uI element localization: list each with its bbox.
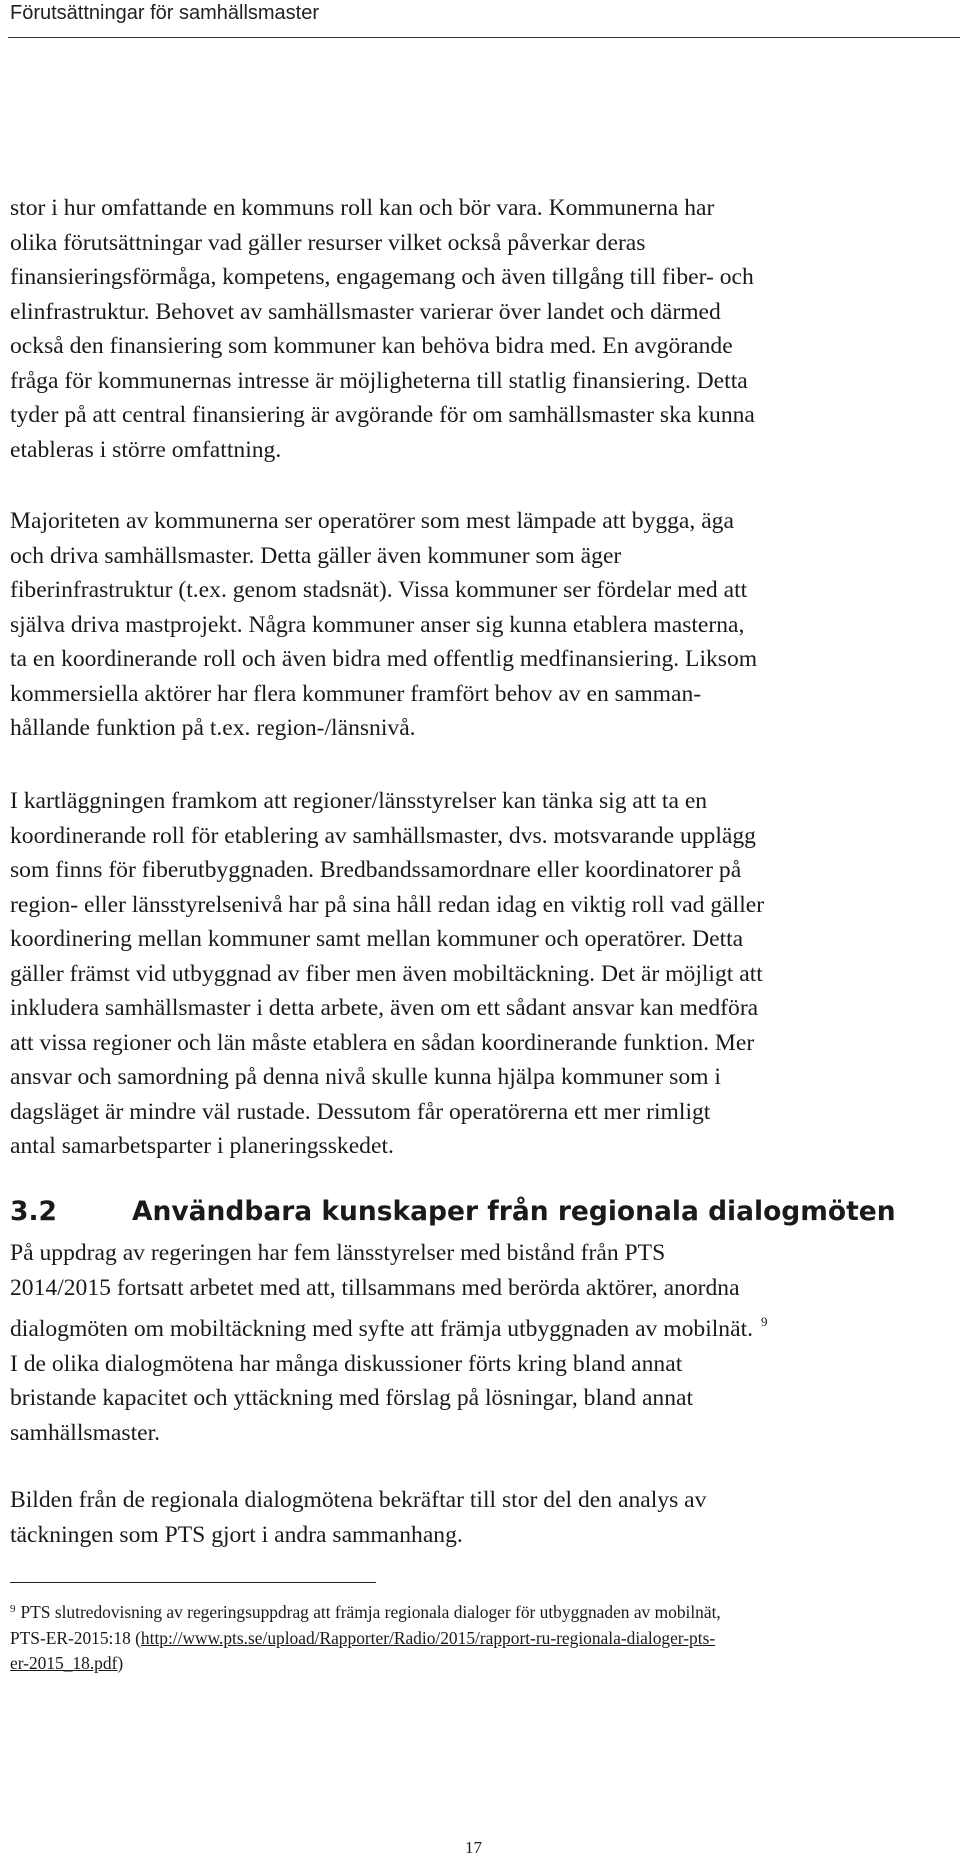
paragraph-line: koordinerande roll för etablering av samhällsmaster, dvs. motsvarande upplägg bbox=[10, 822, 756, 849]
paragraph-line: koordinering mellan kommuner samt mellan kommuner och operatörer. Detta bbox=[10, 926, 744, 952]
paragraph-1 bbox=[10, 191, 954, 467]
paragraph-3 bbox=[10, 784, 954, 1164]
paragraph-line: dagsläget är mindre väl rustade. Dessutom får operatörerna ett mer rimligt bbox=[10, 1098, 711, 1125]
paragraph-line: själva driva mastprojekt. Några kommuner anser sig kunna etablera masterna, bbox=[10, 611, 745, 638]
paragraph-line: Bilden från de regionala dialogmötena bekräftar till stor del den analys av bbox=[10, 1487, 707, 1513]
paragraph-line: täckningen som PTS gjort i andra sammanhang. bbox=[10, 1521, 463, 1548]
paragraph-line: antal samarbetsparter i planeringsskedet. bbox=[10, 1133, 394, 1159]
paragraph-line bbox=[10, 1305, 954, 1347]
footnote-line bbox=[10, 1597, 954, 1626]
footnote-line bbox=[10, 1626, 954, 1652]
paragraph-line: 2014/2015 fortsatt arbetet med att, tillsammans med berörda aktörer, anordna bbox=[10, 1274, 740, 1301]
paragraph-2 bbox=[10, 504, 954, 746]
footnote-line bbox=[10, 1651, 954, 1677]
paragraph-line: ta en koordinerande roll och även bidra med offentlig medfinansiering. Liksom bbox=[10, 646, 758, 672]
paragraph-line: Majoriteten av kommunerna ser operatörer som mest lämpade att bygga, äga bbox=[10, 508, 734, 534]
section-title: Användbara kunskaper från regionala dialogmöten bbox=[132, 1196, 896, 1227]
paragraph-line: etableras i större omfattning. bbox=[10, 436, 282, 463]
header-rule bbox=[8, 37, 960, 38]
paragraph-line: inkludera samhällsmaster i detta arbete, även om ett sådant ansvar kan medföra bbox=[10, 995, 759, 1021]
paragraph-line: också den finansiering som kommuner kan behöva bidra med. En avgörande bbox=[10, 333, 733, 359]
footnote-reference[interactable]: 9 bbox=[761, 1314, 768, 1329]
paragraph-line: stor i hur omfattande en kommuns roll kan och bör vara. Kommunerna har bbox=[10, 195, 715, 221]
paragraph-line: samhällsmaster. bbox=[10, 1419, 161, 1446]
footnote-mark: 9 bbox=[10, 1603, 16, 1615]
paragraph-line: I kartläggningen framkom att regioner/länsstyrelser kan tänka sig att ta en bbox=[10, 788, 708, 814]
paragraph-line: region- eller länsstyrelsenivå har på sina håll redan idag en viktig roll vad gäller bbox=[10, 891, 765, 918]
paragraph-line: ansvar och samordning på denna nivå skulle kunna hjälpa kommuner som i bbox=[10, 1064, 721, 1090]
section-number: 3.2 bbox=[10, 1196, 57, 1227]
section-paragraph-2 bbox=[10, 1483, 954, 1552]
paragraph-line: gäller främst vid utbyggnad av fiber men även mobiltäckning. Det är möjligt att bbox=[10, 960, 763, 987]
section-paragraph-1 bbox=[10, 1236, 954, 1450]
paragraph-line: som finns för fiberutbyggnaden. Bredbandssamordnare eller koordinatorer på bbox=[10, 857, 742, 883]
paragraph-line: kommersiella aktörer har flera kommuner framfört behov av en samman- bbox=[10, 680, 702, 707]
paragraph-line: och driva samhällsmaster. Detta gäller även kommuner som äger bbox=[10, 542, 622, 569]
running-header: Förutsättningar för samhällsmaster bbox=[10, 2, 320, 24]
paragraph-line-text: dialogmöten om mobiltäckning med syfte att främja utbyggnaden av mobilnät. bbox=[10, 1316, 754, 1342]
footnote bbox=[10, 1597, 954, 1677]
paragraph-line: tyder på att central finansiering är avgörande för om samhällsmaster ska kunna bbox=[10, 402, 755, 428]
paragraph-line: olika förutsättningar vad gäller resurser vilket också påverkar deras bbox=[10, 229, 646, 256]
footnote-text: PTS-ER-2015:18 ( bbox=[10, 1627, 141, 1648]
section-heading bbox=[10, 1195, 954, 1229]
paragraph-line: hållande funktion på t.ex. region-/länsnivå. bbox=[10, 715, 416, 741]
footnote-link-continued[interactable]: er-2015_18.pdf bbox=[10, 1653, 118, 1673]
paragraph-line: I de olika dialogmötena har många diskussioner förts kring bland annat bbox=[10, 1350, 683, 1377]
footnote-link[interactable]: http://www.pts.se/upload/Rapporter/Radio/2015/rapport-ru-regionala-dialoger-pts- bbox=[140, 1627, 716, 1648]
footnote-text: PTS slutredovisning av regeringsuppdrag att främja regionala dialoger för utbyggnaden av mobilnät, bbox=[20, 1602, 721, 1622]
paragraph-line: På uppdrag av regeringen har fem länsstyrelser med bistånd från PTS bbox=[10, 1240, 666, 1266]
paragraph-line: fråga för kommunernas intresse är möjligheterna till statlig finansiering. Detta bbox=[10, 367, 748, 394]
paragraph-line: finansieringsförmåga, kompetens, engagemang och även tillgång till fiber- och bbox=[10, 264, 754, 290]
paragraph-line: fiberinfrastruktur (t.ex. genom stadsnät). Vissa kommuner ser fördelar med att bbox=[10, 577, 748, 603]
footnote-text: ) bbox=[117, 1653, 124, 1673]
page-number: 17 bbox=[465, 1838, 482, 1857]
footnote-rule bbox=[10, 1582, 376, 1583]
paragraph-line: att vissa regioner och län måste etablera en sådan koordinerande funktion. Mer bbox=[10, 1029, 755, 1056]
paragraph-line: bristande kapacitet och yttäckning med förslag på lösningar, bland annat bbox=[10, 1385, 694, 1411]
paragraph-line: elinfrastruktur. Behovet av samhällsmaster varierar över landet och därmed bbox=[10, 298, 721, 325]
